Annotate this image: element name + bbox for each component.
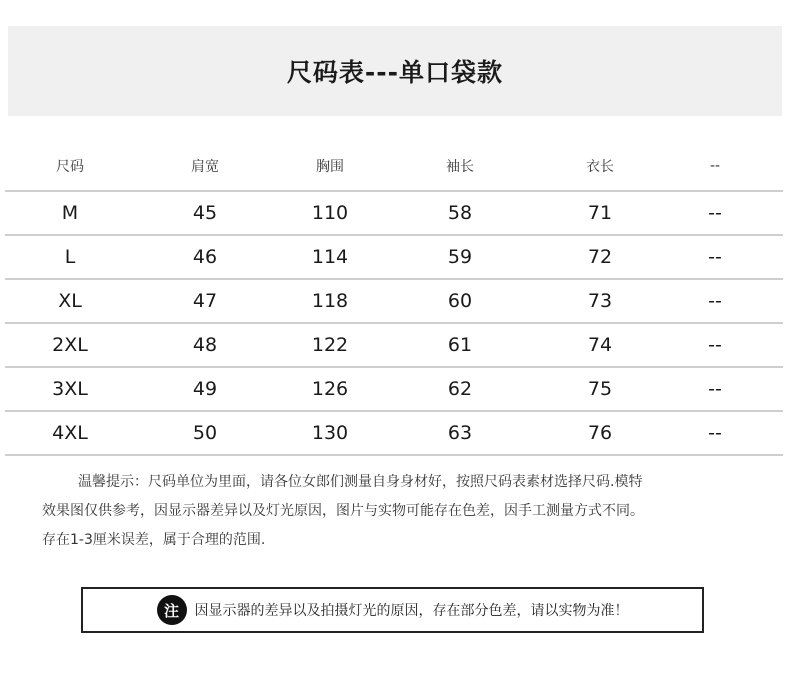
header-sleeve: 袖长	[446, 159, 474, 175]
cell-chest: 130	[311, 422, 349, 444]
table-row	[5, 366, 783, 410]
cell-chest: 118	[311, 290, 349, 312]
table-row	[5, 234, 783, 278]
table-row	[5, 322, 783, 366]
cell-size: 3XL	[52, 378, 88, 400]
header-chest: 胸围	[316, 159, 344, 175]
table-row	[5, 410, 783, 456]
cell-chest: 110	[311, 202, 349, 224]
cell-shoulder: 50	[192, 422, 218, 444]
table-header-row	[5, 142, 783, 190]
notes-line: 存在1-3厘米误差，属于合理的范围.	[42, 532, 266, 548]
cell-length: 73	[587, 290, 613, 312]
header-length: 衣长	[586, 159, 614, 175]
cell-extra: --	[708, 422, 722, 444]
cell-size: M	[61, 202, 79, 224]
page-title: 尺码表---单口袋款	[286, 58, 504, 87]
size-chart-table	[5, 142, 783, 456]
cell-chest: 126	[311, 378, 349, 400]
notice-text: 因显示器的差异以及拍摄灯光的原因，存在部分色差，请以实物为准！	[194, 603, 629, 619]
cell-extra: --	[708, 246, 722, 268]
cell-sleeve: 61	[447, 334, 473, 356]
table-row	[5, 278, 783, 322]
cell-chest: 122	[311, 334, 349, 356]
header-size: 尺码	[56, 159, 84, 175]
title-banner	[8, 26, 782, 116]
cell-size: 2XL	[52, 334, 88, 356]
cell-shoulder: 45	[192, 202, 218, 224]
cell-length: 74	[587, 334, 613, 356]
cell-extra: --	[708, 290, 722, 312]
cell-sleeve: 62	[447, 378, 473, 400]
cell-size: L	[64, 246, 76, 268]
cell-length: 72	[587, 246, 613, 268]
size-notes	[42, 468, 762, 555]
cell-size: XL	[58, 290, 82, 312]
header-extra: --	[709, 158, 721, 174]
cell-extra: --	[708, 334, 722, 356]
cell-length: 75	[587, 378, 613, 400]
cell-sleeve: 60	[447, 290, 473, 312]
cell-sleeve: 58	[447, 202, 473, 224]
cell-extra: --	[708, 378, 722, 400]
notice-box	[81, 587, 704, 633]
notes-line: 效果图仅供参考，因显示器差异以及灯光原因，图片与实物可能存在色差，因手工测量方式不同。	[42, 503, 644, 519]
cell-extra: --	[708, 202, 722, 224]
notes-line: 温馨提示：尺码单位为里面，请各位女郎们测量自身身材好，按照尺码表素材选择尺码.模特	[78, 474, 643, 490]
cell-length: 71	[587, 202, 613, 224]
header-shoulder: 肩宽	[191, 159, 219, 175]
cell-sleeve: 59	[447, 246, 473, 268]
cell-chest: 114	[311, 246, 349, 268]
cell-shoulder: 48	[192, 334, 218, 356]
notice-badge-icon: 注	[157, 595, 187, 625]
cell-shoulder: 46	[192, 246, 218, 268]
cell-shoulder: 47	[192, 290, 218, 312]
cell-sleeve: 63	[447, 422, 473, 444]
cell-size: 4XL	[52, 422, 88, 444]
cell-shoulder: 49	[192, 378, 218, 400]
cell-length: 76	[587, 422, 613, 444]
table-row	[5, 190, 783, 234]
